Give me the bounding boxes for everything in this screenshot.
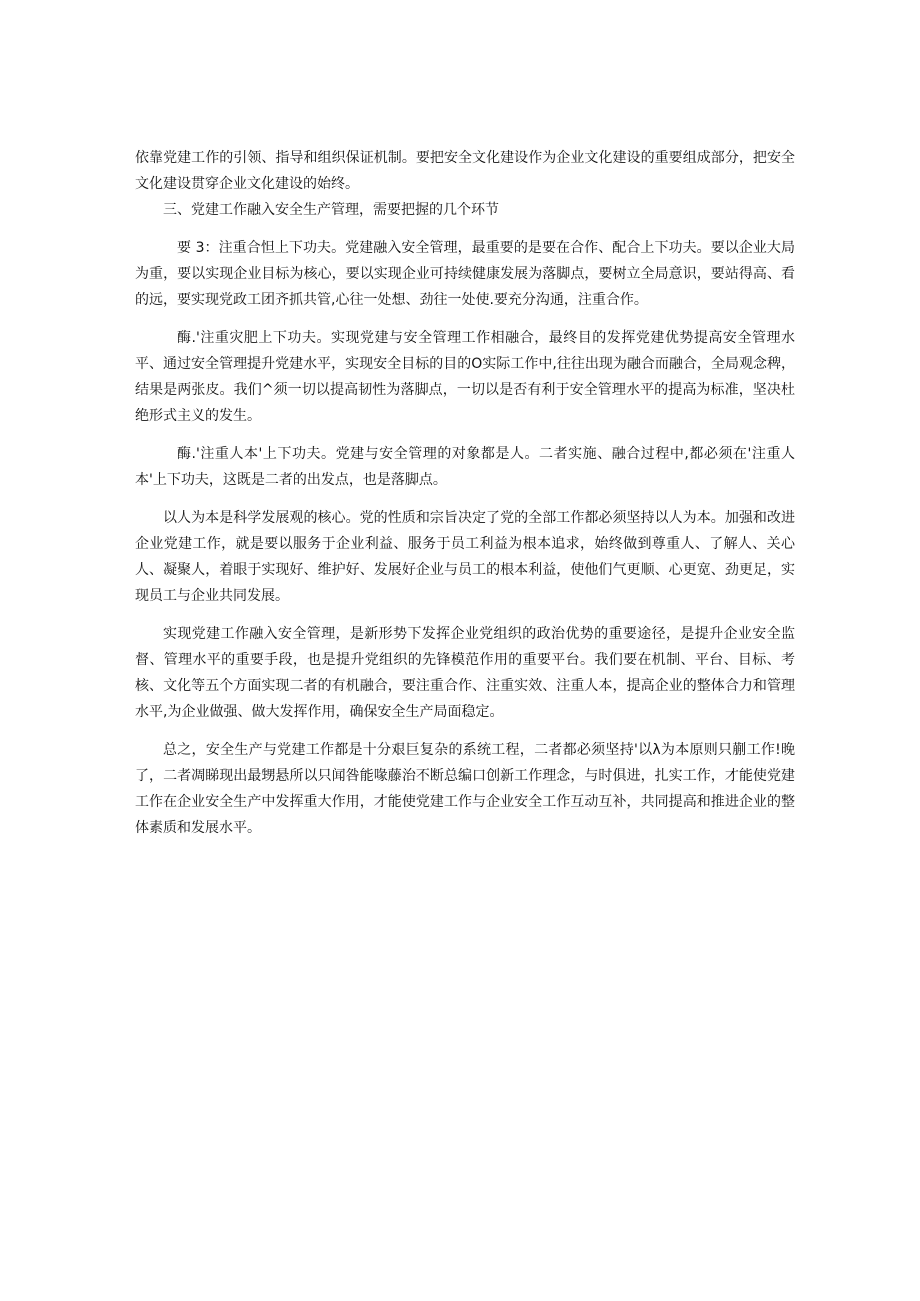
paragraph-2: 要 3：注重合怛上下功夫。党建融入安全管理，最重要的是要在合作、配合上下功夫。要以企业大局为重，要以实现企业目标为核心，要以实现企业可持续健康发展为落脚点，要树立全局意识，要站得高、看的远，要实现党政工团齐抓共管,心往一处想、劲往一处使.要充分沟通，注重合作。 (135, 240, 795, 308)
paragraph-3: 酶.'注重灾肥上下功夫。实现党建与安全管理工作相融合，最终目的发挥党建优势提高安全管理水平、通过安全管理提升党建水平，实现安全目标的目的O实际工作中,往往出现为融合而融合，全局观念稗，结果是两张皮。我们^须一切以提高韧性为落脚点，一切以是否有利于安全管理水平的提高为标准，坚决杜绝形式主义的发生。 (135, 330, 795, 424)
paragraph-6: 实现党建工作融入安全管理，是新形势下发挥企业党组织的政治优势的重要途径，是提升企业安全监督、管理水平的重要手段，也是提升党组织的先锋模范作用的重要平台。我们要在机制、平台、目标、考核、文化等五个方面实现二者的有机融合，要注重合作、注重实效、注重人本，提高企业的整体合力和管理水平,为企业做强、做大发挥作用，确保安全生产局面稳定。 (135, 626, 795, 720)
paragraph-4: 酶.'注重人本'上下功夫。党建与安全管理的对象都是人。二者实施、融合过程中,都必须在'注重人本'上下功夫，这既是二者的出发点，也是落脚点。 (135, 446, 795, 488)
section-heading: 三、党建工作融入安全生产管理，需要把握的几个环节 (163, 202, 499, 218)
document-body (135, 145, 795, 841)
paragraph-7: 总之，安全生产与党建工作都是十分艰巨复杂的系统工程，二者都必须坚持'以λ为本原则只蒯工作!晚了，二者凋睇现出最甥悬所以只闻咎能喙藤治不断总编口创新工作理念，与时俱进，扎实工作，才能使党建工作在企业安全生产中发挥重大作用，才能使党建工作与企业安全工作互动互补，共同提高和推进企业的整体素质和发展水平。 (135, 742, 795, 836)
paragraph-5: 以人为本是科学发展观的核心。党的性质和宗旨决定了党的全部工作都必须坚持以人为本。加强和改进企业党建工作，就是要以服务于企业利益、服务于员工利益为根本追求，始终做到尊重人、了解人、关心人、凝聚人，着眼于实现好、维护好、发展好企业与员工的根本利益，使他们气更顺、心更宽、劲更足，实现员工与企业共同发展。 (135, 510, 795, 604)
paragraph-1: 依靠党建工作的引领、指导和组织保证机制。要把安全文化建设作为企业文化建设的重要组成部分，把安全文化建设贯穿企业文化建设的始终。 (135, 150, 795, 192)
